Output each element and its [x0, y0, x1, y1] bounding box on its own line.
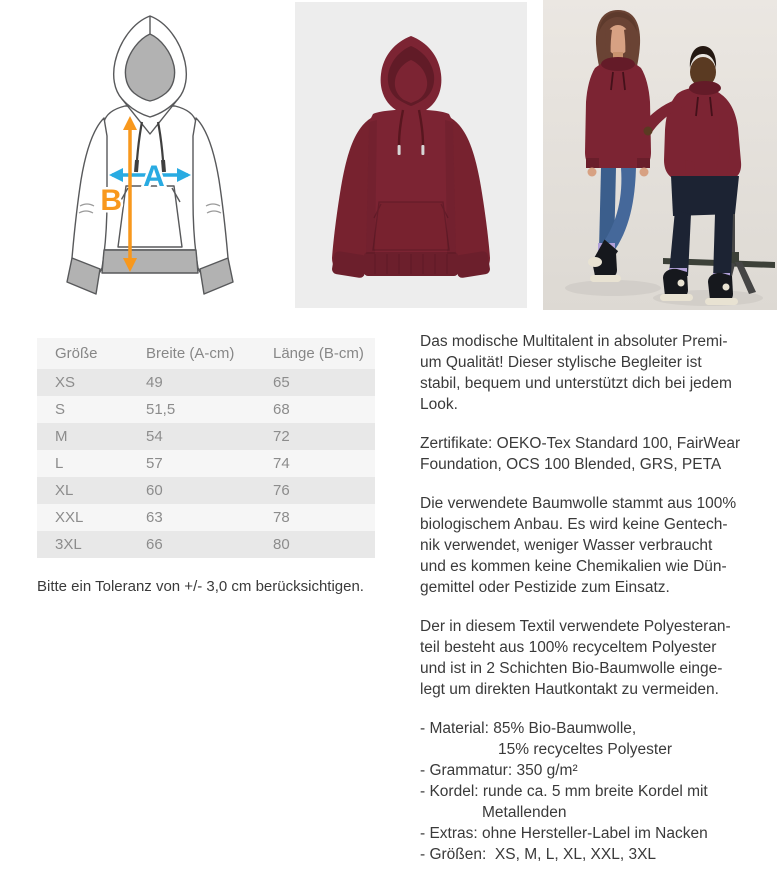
diagram-pocket [118, 186, 182, 247]
size-table [37, 338, 375, 558]
table-row: S 51,5 68 [37, 396, 375, 423]
width-label: A [143, 160, 165, 193]
models-photo-svg [543, 0, 777, 310]
table-row: XS 49 65 [37, 369, 375, 396]
hoodie-measurement-diagram [30, 10, 270, 305]
sitting-model [643, 46, 741, 305]
table-row: L 57 74 [37, 450, 375, 477]
spec-material: - Material: 85% Bio-Baumwolle, [420, 720, 637, 737]
table-row: XXL 63 78 [37, 504, 375, 531]
col-header-width: Breite (A-cm) [145, 338, 272, 369]
tolerance-note: Bitte ein Toleranz von +/- 3,0 cm berücksichtigen. [37, 578, 364, 595]
description-paragraph: Das modische Multitalent in absoluter Premi- um Qualität! Dieser stylische Begleiter ist stabil, bequem und unterstützt dich bei jedem Look. [420, 333, 732, 413]
product-photo-burgundy-hoodie [295, 2, 527, 308]
col-header-size: Größe [37, 338, 145, 369]
spec-kordel: - Kordel: runde ca. 5 mm breite Kordel mit [420, 783, 708, 800]
spec-material-cont: 15% recyceltes Polyester [498, 741, 673, 758]
polyester-paragraph: Der in diesem Textil verwendete Polyesteran- teil besteht aus 100% recyceltem Polyester und ist in 2 Schichten Bio-Baumwolle einge- legt um direkten Hautkontakt zu vermeiden. [420, 618, 731, 698]
models-photo [543, 0, 777, 310]
spec-groessen: - Größen: XS, M, L, XL, XXL, 3XL [420, 846, 657, 863]
product-photo-svg [295, 2, 527, 308]
product-description [420, 331, 772, 873]
size-table-header-row [37, 338, 375, 369]
col-header-length: Länge (B-cm) [272, 338, 375, 369]
table-row: XL 60 76 [37, 477, 375, 504]
spec-extras: - Extras: ohne Hersteller-Label im Nacken [420, 825, 708, 842]
spec-kordel-cont: Metallenden [482, 804, 567, 821]
table-row: 3XL 66 80 [37, 531, 375, 558]
diagram-right-sleeve [193, 118, 228, 272]
certificates-paragraph: Zertifikate: OEKO-Tex Standard 100, FairWear Foundation, OCS 100 Blended, GRS, PETA [420, 435, 741, 473]
height-label: B [100, 184, 122, 217]
specs-list [420, 718, 772, 865]
spec-grammatur: - Grammatur: 350 g/m² [420, 762, 578, 779]
cotton-paragraph: Die verwendete Baumwolle stammt aus 100% biologischem Anbau. Es wird keine Gentech- nik verwendet, weniger Wasser verbraucht und es kommen keine Chemikalien wie Dün- gemittel oder Pestizide zum Einsatz. [420, 495, 737, 596]
diagram-waistband [102, 250, 198, 273]
standing-model [585, 10, 651, 282]
table-row: M 54 72 [37, 423, 375, 450]
hoodie-diagram-svg [30, 10, 270, 305]
